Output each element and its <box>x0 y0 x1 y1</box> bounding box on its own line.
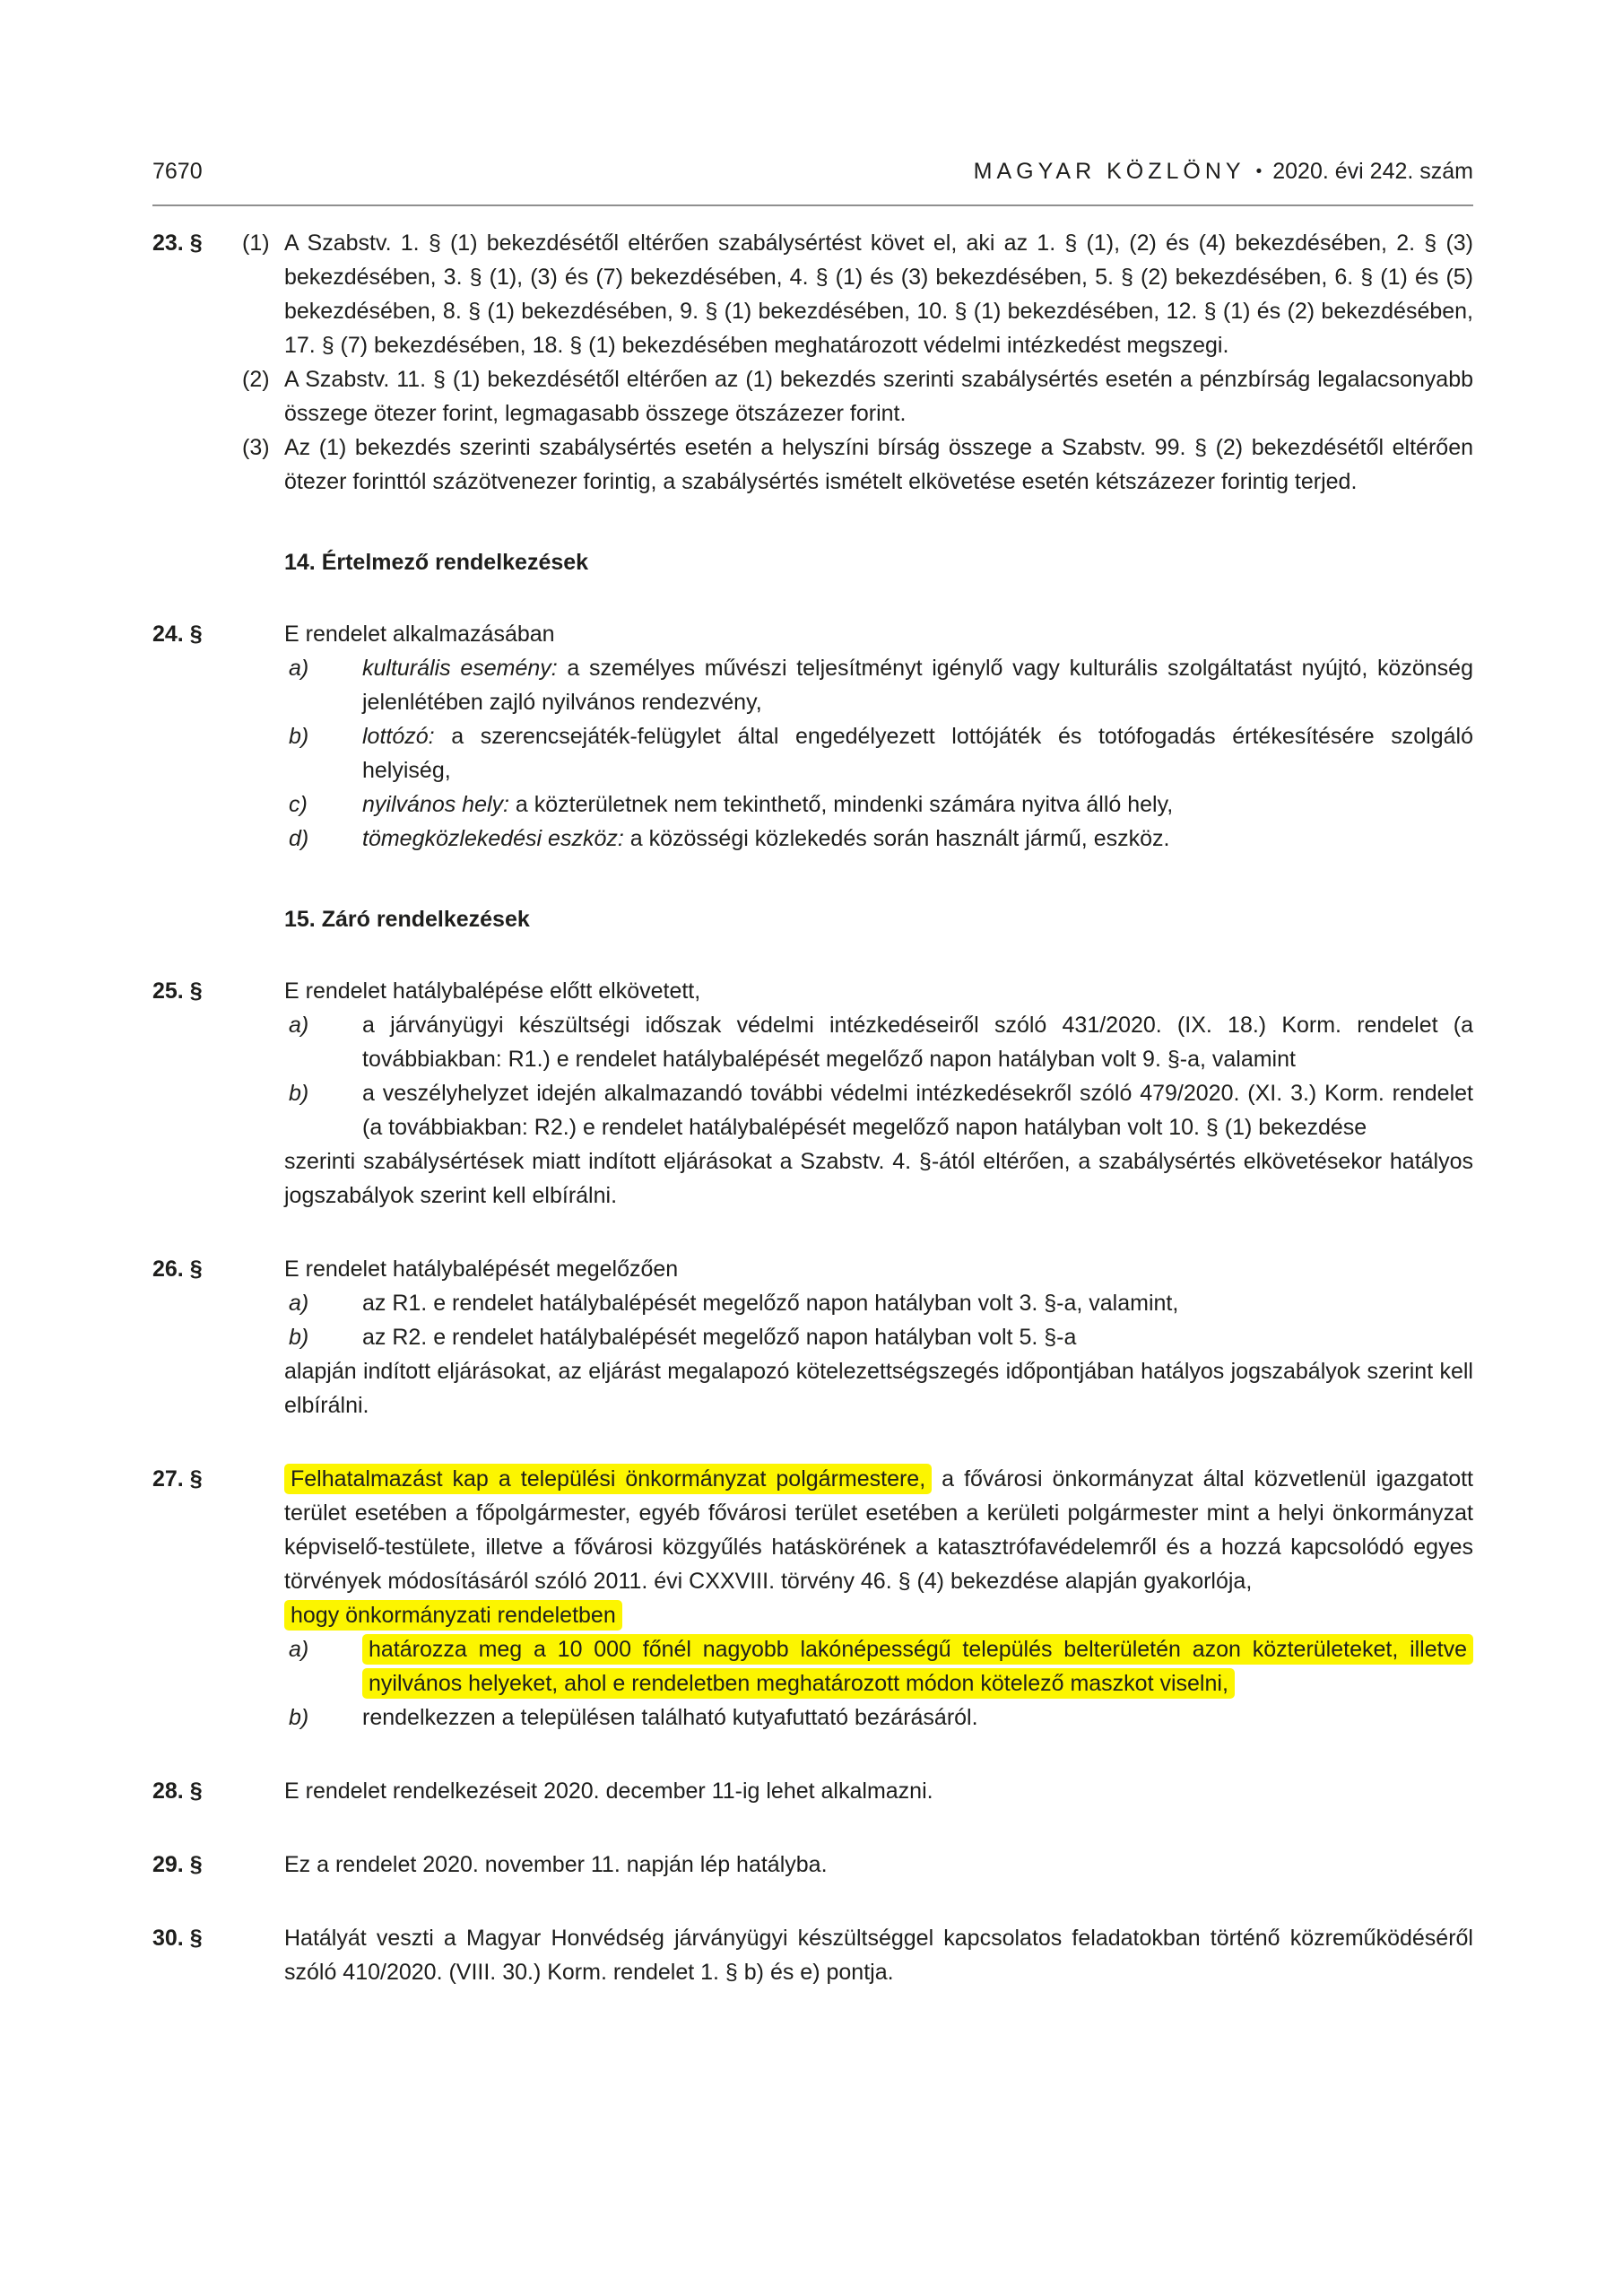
section-number: 23. § <box>152 230 203 256</box>
subchapter-heading: 15. Záró rendelkezések <box>284 907 530 932</box>
section-number: 25. § <box>152 978 203 1004</box>
list-item <box>284 1076 1473 1144</box>
body-text: A Szabstv. 1. § (1) bekezdésétől eltérően szabálysértést követ el, aki az 1. § (1), (2) és (4) bekezdésében, 2. § (3) bekezdésében, 3. § (1), (3) és (7) bekezdésében, 4. § (1) és (3) bekezdésében, 5. § (2) bekezdésében, 6. § (1) és (5) bekezdésében, 8. § (1) bekezdésében, 9. § (1) bekezdésében, 10. § (1) bekezdésében, 12. § (1) és (2) bekezdésében, 17. § (7) bekezdésében, 18. § (1) bekezdésében meghatározott védelmi intézkedést megszegi. <box>284 230 1473 358</box>
list-item <box>284 787 1473 822</box>
body-text: szerinti szabálysértések miatt indított eljárásokat a Szabstv. 4. §-ától eltérően, a szabálysértés elkövetésekor hatályos jogszabályok szerint kell elbírálni. <box>284 1149 1473 1208</box>
body-text: rendelkezzen a településen található kutyafuttató bezárásáról. <box>362 1705 978 1730</box>
body-text: a fővárosi önkormányzat által közvetlenül igazgatott terület esetében a főpolgármester, egyéb fővárosi terület esetében a kerületi polgármester mint a helyi önkormányzat képviselő-testülete, illetve a fővárosi közgyűlés hatáskörének a katasztrófavédelemről és a hozzá kapcsolódó egyes törvények módosításáról szóló 2011. évi CXXVIII. törvény 46. § (4) bekezdése alapján gyakorlója, <box>284 1466 1473 1594</box>
section-body <box>284 1462 1473 1735</box>
defined-term: nyilvános hely: <box>362 792 509 817</box>
list-item-letter: a) <box>289 1637 309 1662</box>
body-text: a személyes művészi teljesítményt igénylő vagy kulturális szolgáltatást nyújtó, közönség jelenlétében zajló nyilvános rendezvény, <box>362 656 1473 715</box>
section-body <box>242 226 1473 499</box>
document-body <box>152 226 1473 2029</box>
body-text: Hatályát veszti a Magyar Honvédség járványügyi készültséggel kapcsolatos feladatokban történő közreműködéséről szóló 410/2020. (VIII. 30.) Korm. rendelet 1. § b) és e) pontja. <box>284 1926 1473 1985</box>
body-text: Ez a rendelet 2020. november 11. napján lép hatályba. <box>284 1852 828 1877</box>
list-item-letter: b) <box>289 1705 309 1730</box>
paragraph <box>284 974 1473 1008</box>
header-rule <box>152 204 1473 206</box>
list-item <box>284 651 1473 719</box>
list-item-letter: b) <box>289 1325 309 1350</box>
body-text: a közterületnek nem tekinthető, mindenki számára nyitva álló hely, <box>508 792 1174 817</box>
paragraph-number: (3) <box>242 435 270 460</box>
list-item-letter: c) <box>289 792 308 817</box>
section-number: 29. § <box>152 1852 203 1877</box>
highlighted-text: határozza meg a 10 000 főnél nagyobb lakónépességű település belterületén azon közterületeket, illetve nyilvános helyeket, ahol e rendeletben meghatározott módon kötelező maszkot viselni, <box>362 1634 1473 1699</box>
section <box>152 974 1473 1213</box>
list-item <box>284 1700 1473 1735</box>
section-number: 30. § <box>152 1926 203 1951</box>
section-body <box>284 1848 1473 1882</box>
subchapter-heading: 14. Értelmező rendelkezések <box>284 550 589 575</box>
journal-title: MAGYAR KÖZLÖNY <box>973 159 1245 184</box>
section <box>152 1252 1473 1422</box>
list-item-letter: b) <box>289 1081 309 1106</box>
defined-term: tömegközlekedési eszköz: <box>362 826 624 851</box>
section-number: 24. § <box>152 622 203 647</box>
list-item <box>284 719 1473 787</box>
paragraph <box>284 1252 1473 1286</box>
body-text: a járványügyi készültségi időszak védelmi intézkedéseiről szóló 431/2020. (IX. 18.) Korm. rendelet (a továbbiakban: R1.) e rendelet hatálybalépését megelőző napon hatályban volt 9. §-a, valamint <box>362 1013 1473 1072</box>
page-header <box>152 158 1473 187</box>
list-item <box>284 1286 1473 1320</box>
body-text: alapján indított eljárásokat, az eljárást megalapozó kötelezettségszegés időpontjában hatályos jogszabályok szerint kell elbírálni. <box>284 1359 1473 1418</box>
body-text: a szerencsejáték-felügylet által engedélyezett lottójáték és totófogadás értékesítésére szolgáló helyiség, <box>362 724 1473 783</box>
body-text: E rendelet hatálybalépését megelőzően <box>284 1257 679 1282</box>
paragraph <box>284 1774 1473 1808</box>
section-number: 28. § <box>152 1779 203 1804</box>
paragraph <box>242 362 1473 430</box>
page-number: 7670 <box>152 159 203 184</box>
list-item-letter: a) <box>289 1013 309 1038</box>
highlighted-text: hogy önkormányzati rendeletben <box>284 1600 622 1631</box>
paragraph-number: (1) <box>242 230 270 256</box>
section <box>152 1848 1473 1882</box>
list-item <box>284 1320 1473 1354</box>
section-body <box>284 617 1473 856</box>
defined-term: lottózó: <box>362 724 435 749</box>
body-text: E rendelet alkalmazásában <box>284 622 555 647</box>
body-text: az R1. e rendelet hatálybalépését megelőző napon hatályban volt 3. §-a, valamint, <box>362 1291 1179 1316</box>
defined-term: kulturális esemény: <box>362 656 558 681</box>
paragraph <box>242 430 1473 499</box>
paragraph <box>284 1144 1473 1213</box>
section-body <box>284 1774 1473 1808</box>
bullet-separator-icon: • <box>1255 162 1263 181</box>
highlighted-text: Felhatalmazást kap a települési önkormányzat polgármestere, <box>284 1464 932 1494</box>
running-head <box>974 158 1473 187</box>
issue-number: 2020. évi 242. szám <box>1272 159 1473 184</box>
section-body <box>284 1921 1473 1989</box>
list-item <box>284 1632 1473 1700</box>
body-text: A Szabstv. 11. § (1) bekezdésétől eltérően az (1) bekezdés szerinti szabálysértés esetén a pénzbírság legalacsonyabb összege ötezer forint, legmagasabb összege ötszázezer forint. <box>284 367 1473 426</box>
section <box>152 1921 1473 1989</box>
body-text: a veszélyhelyzet idején alkalmazandó további védelmi intézkedésekről szóló 479/2020. (XI. 3.) Korm. rendelet (a továbbiakban: R2.) e rendelet hatálybalépését megelőző napon hatályban volt 10. § (1) bekezdése <box>362 1081 1473 1140</box>
list-item <box>284 822 1473 856</box>
list-item-letter: b) <box>289 724 309 749</box>
paragraph <box>284 617 1473 651</box>
paragraph-number: (2) <box>242 367 270 392</box>
body-text: a közösségi közlekedés során használt jármű, eszköz. <box>623 826 1170 851</box>
body-text: E rendelet rendelkezéseit 2020. december 11-ig lehet alkalmazni. <box>284 1779 933 1804</box>
section <box>152 226 1473 499</box>
section-number: 26. § <box>152 1257 203 1282</box>
body-text: E rendelet hatálybalépése előtt elkövetett, <box>284 978 701 1004</box>
section <box>152 1462 1473 1735</box>
list-item-letter: d) <box>289 826 309 851</box>
paragraph <box>284 1921 1473 1989</box>
list-item-letter: a) <box>289 1291 309 1316</box>
paragraph <box>284 1462 1473 1632</box>
paragraph <box>242 226 1473 362</box>
paragraph <box>284 1354 1473 1422</box>
section-number: 27. § <box>152 1466 203 1492</box>
section-body <box>284 974 1473 1213</box>
section <box>152 1774 1473 1808</box>
list-item <box>284 1008 1473 1076</box>
section-body <box>284 1252 1473 1422</box>
paragraph <box>284 1848 1473 1882</box>
section <box>152 617 1473 856</box>
list-item-letter: a) <box>289 656 309 681</box>
body-text: az R2. e rendelet hatálybalépését megelőző napon hatályban volt 5. §-a <box>362 1325 1077 1350</box>
body-text: Az (1) bekezdés szerinti szabálysértés esetén a helyszíni bírság összege a Szabstv. 99. § (2) bekezdésétől eltérően ötezer forinttól százötvenezer forintig, a szabálysértés ismételt elkövetése esetén kétszázezer forintig terjed. <box>284 435 1473 494</box>
